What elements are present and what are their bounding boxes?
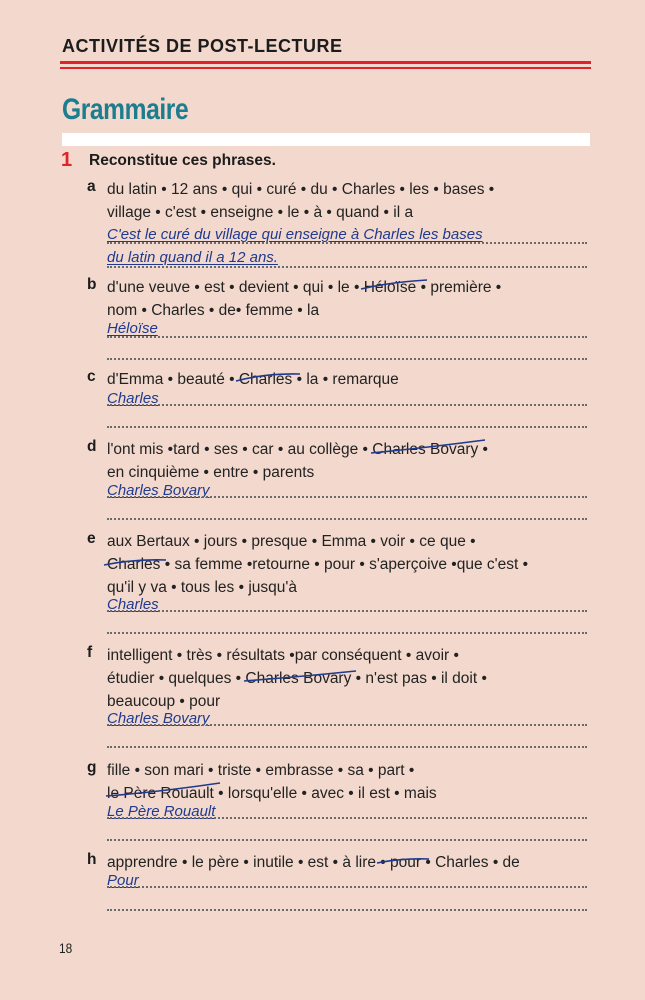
crossed-word: Héloïse — [364, 276, 417, 299]
item-letter: d — [87, 438, 97, 455]
answer-text[interactable]: du latin quand il a 12 ans. — [107, 249, 278, 266]
answer-line — [107, 358, 587, 360]
header-rule-top — [60, 61, 591, 64]
prompt-segment: • lorsqu'elle • avec • il est • mais — [213, 785, 437, 802]
section-title: Grammaire — [62, 93, 189, 126]
item-prompt — [107, 644, 587, 713]
crossed-word: • pour — [380, 851, 421, 874]
item-letter: a — [87, 178, 96, 195]
answer-line — [107, 724, 587, 726]
answer-line — [107, 242, 587, 244]
prompt-segment: • Charles • de — [421, 854, 520, 871]
answer-line — [107, 909, 587, 911]
item-letter: g — [87, 759, 97, 776]
prompt-segment: • la • remarque — [292, 371, 399, 388]
answer-text[interactable]: Héloïse — [107, 320, 158, 337]
prompt-line: fille • son mari • triste • embrasse • sa • part • — [107, 762, 415, 779]
answer-text[interactable]: Le Père Rouault — [107, 803, 216, 820]
item-letter: e — [87, 530, 96, 547]
item-prompt — [107, 276, 587, 322]
strike-mark — [104, 557, 170, 571]
strike-mark — [104, 786, 224, 800]
strike-mark — [242, 671, 362, 685]
answer-text[interactable]: Charles — [107, 390, 159, 407]
strike-mark — [377, 855, 433, 869]
answer-text[interactable]: C'est le curé du village qui enseigne à Charles les bases — [107, 226, 483, 243]
item-letter: c — [87, 368, 96, 385]
page-header-title: ACTIVITÉS DE POST-LECTURE — [62, 36, 343, 56]
prompt-line — [107, 438, 587, 461]
answer-line — [107, 817, 587, 819]
section-band — [62, 133, 590, 146]
crossed-word: Charles Bovary — [245, 667, 351, 690]
item-prompt — [107, 178, 587, 224]
prompt-line — [107, 553, 587, 576]
prompt-segment: • — [478, 441, 488, 458]
answer-text[interactable]: Charles — [107, 596, 159, 613]
prompt-line: beaucoup • pour — [107, 693, 221, 710]
answer-line — [107, 610, 587, 612]
exercise-instruction: Reconstitue ces phrases. — [89, 152, 276, 169]
answer-line — [107, 746, 587, 748]
answer-line — [107, 632, 587, 634]
prompt-line: du latin • 12 ans • qui • curé • du • Charles • les • bases • — [107, 181, 495, 198]
exercise-number: 1 — [61, 149, 73, 171]
item-letter: b — [87, 276, 97, 293]
item-letter: f — [87, 644, 93, 661]
header-rule-bottom — [60, 67, 591, 69]
item-prompt — [107, 759, 587, 805]
crossed-word: Charles Bovary — [372, 438, 478, 461]
item-prompt — [107, 438, 587, 484]
item-prompt — [107, 530, 587, 599]
answer-line — [107, 518, 587, 520]
crossed-word: Charles — [107, 553, 160, 576]
prompt-segment: • première • — [416, 279, 502, 296]
answer-text[interactable]: Pour — [107, 872, 139, 889]
prompt-line: qu'il y va • tous les • jusqu'à — [107, 579, 297, 596]
prompt-line: intelligent • très • résultats •par conséquent • avoir • — [107, 647, 459, 664]
answer-line — [107, 336, 587, 338]
answer-line — [107, 426, 587, 428]
prompt-line: village • c'est • enseigne • le • à • quand • il a — [107, 204, 414, 221]
prompt-line — [107, 667, 587, 690]
answer-text[interactable]: Charles Bovary — [107, 710, 210, 727]
strike-mark — [236, 372, 302, 386]
answer-line — [107, 266, 587, 268]
prompt-line: aux Bertaux • jours • presque • Emma • voir • ce que • — [107, 533, 476, 550]
item-letter: h — [87, 851, 97, 868]
strike-mark — [369, 442, 489, 456]
prompt-line — [107, 276, 587, 299]
prompt-line: en cinquième • entre • parents — [107, 464, 315, 481]
prompt-line: nom • Charles • de• femme • la — [107, 302, 320, 319]
crossed-word: Charles — [239, 368, 292, 391]
answer-text[interactable]: Charles Bovary — [107, 482, 210, 499]
answer-line — [107, 839, 587, 841]
prompt-segment: • n'est pas • il doit • — [351, 670, 487, 687]
answer-line — [107, 404, 587, 406]
prompt-segment: d'Emma • beauté • — [107, 371, 239, 388]
answer-line — [107, 496, 587, 498]
prompt-segment: d'une veuve • est • devient • qui • le • — [107, 279, 364, 296]
prompt-segment: étudier • quelques • — [107, 670, 246, 687]
page-number: 18 — [59, 940, 73, 956]
prompt-segment: • sa femme •retourne • pour • s'aperçoive •que c'est • — [160, 556, 529, 573]
answer-line — [107, 886, 587, 888]
crossed-word: le Père Rouault — [107, 782, 214, 805]
prompt-segment: apprendre • le père • inutile • est • à lire — [107, 854, 381, 871]
strike-mark — [361, 280, 431, 294]
prompt-segment: l'ont mis •tard • ses • car • au collège • — [107, 441, 373, 458]
